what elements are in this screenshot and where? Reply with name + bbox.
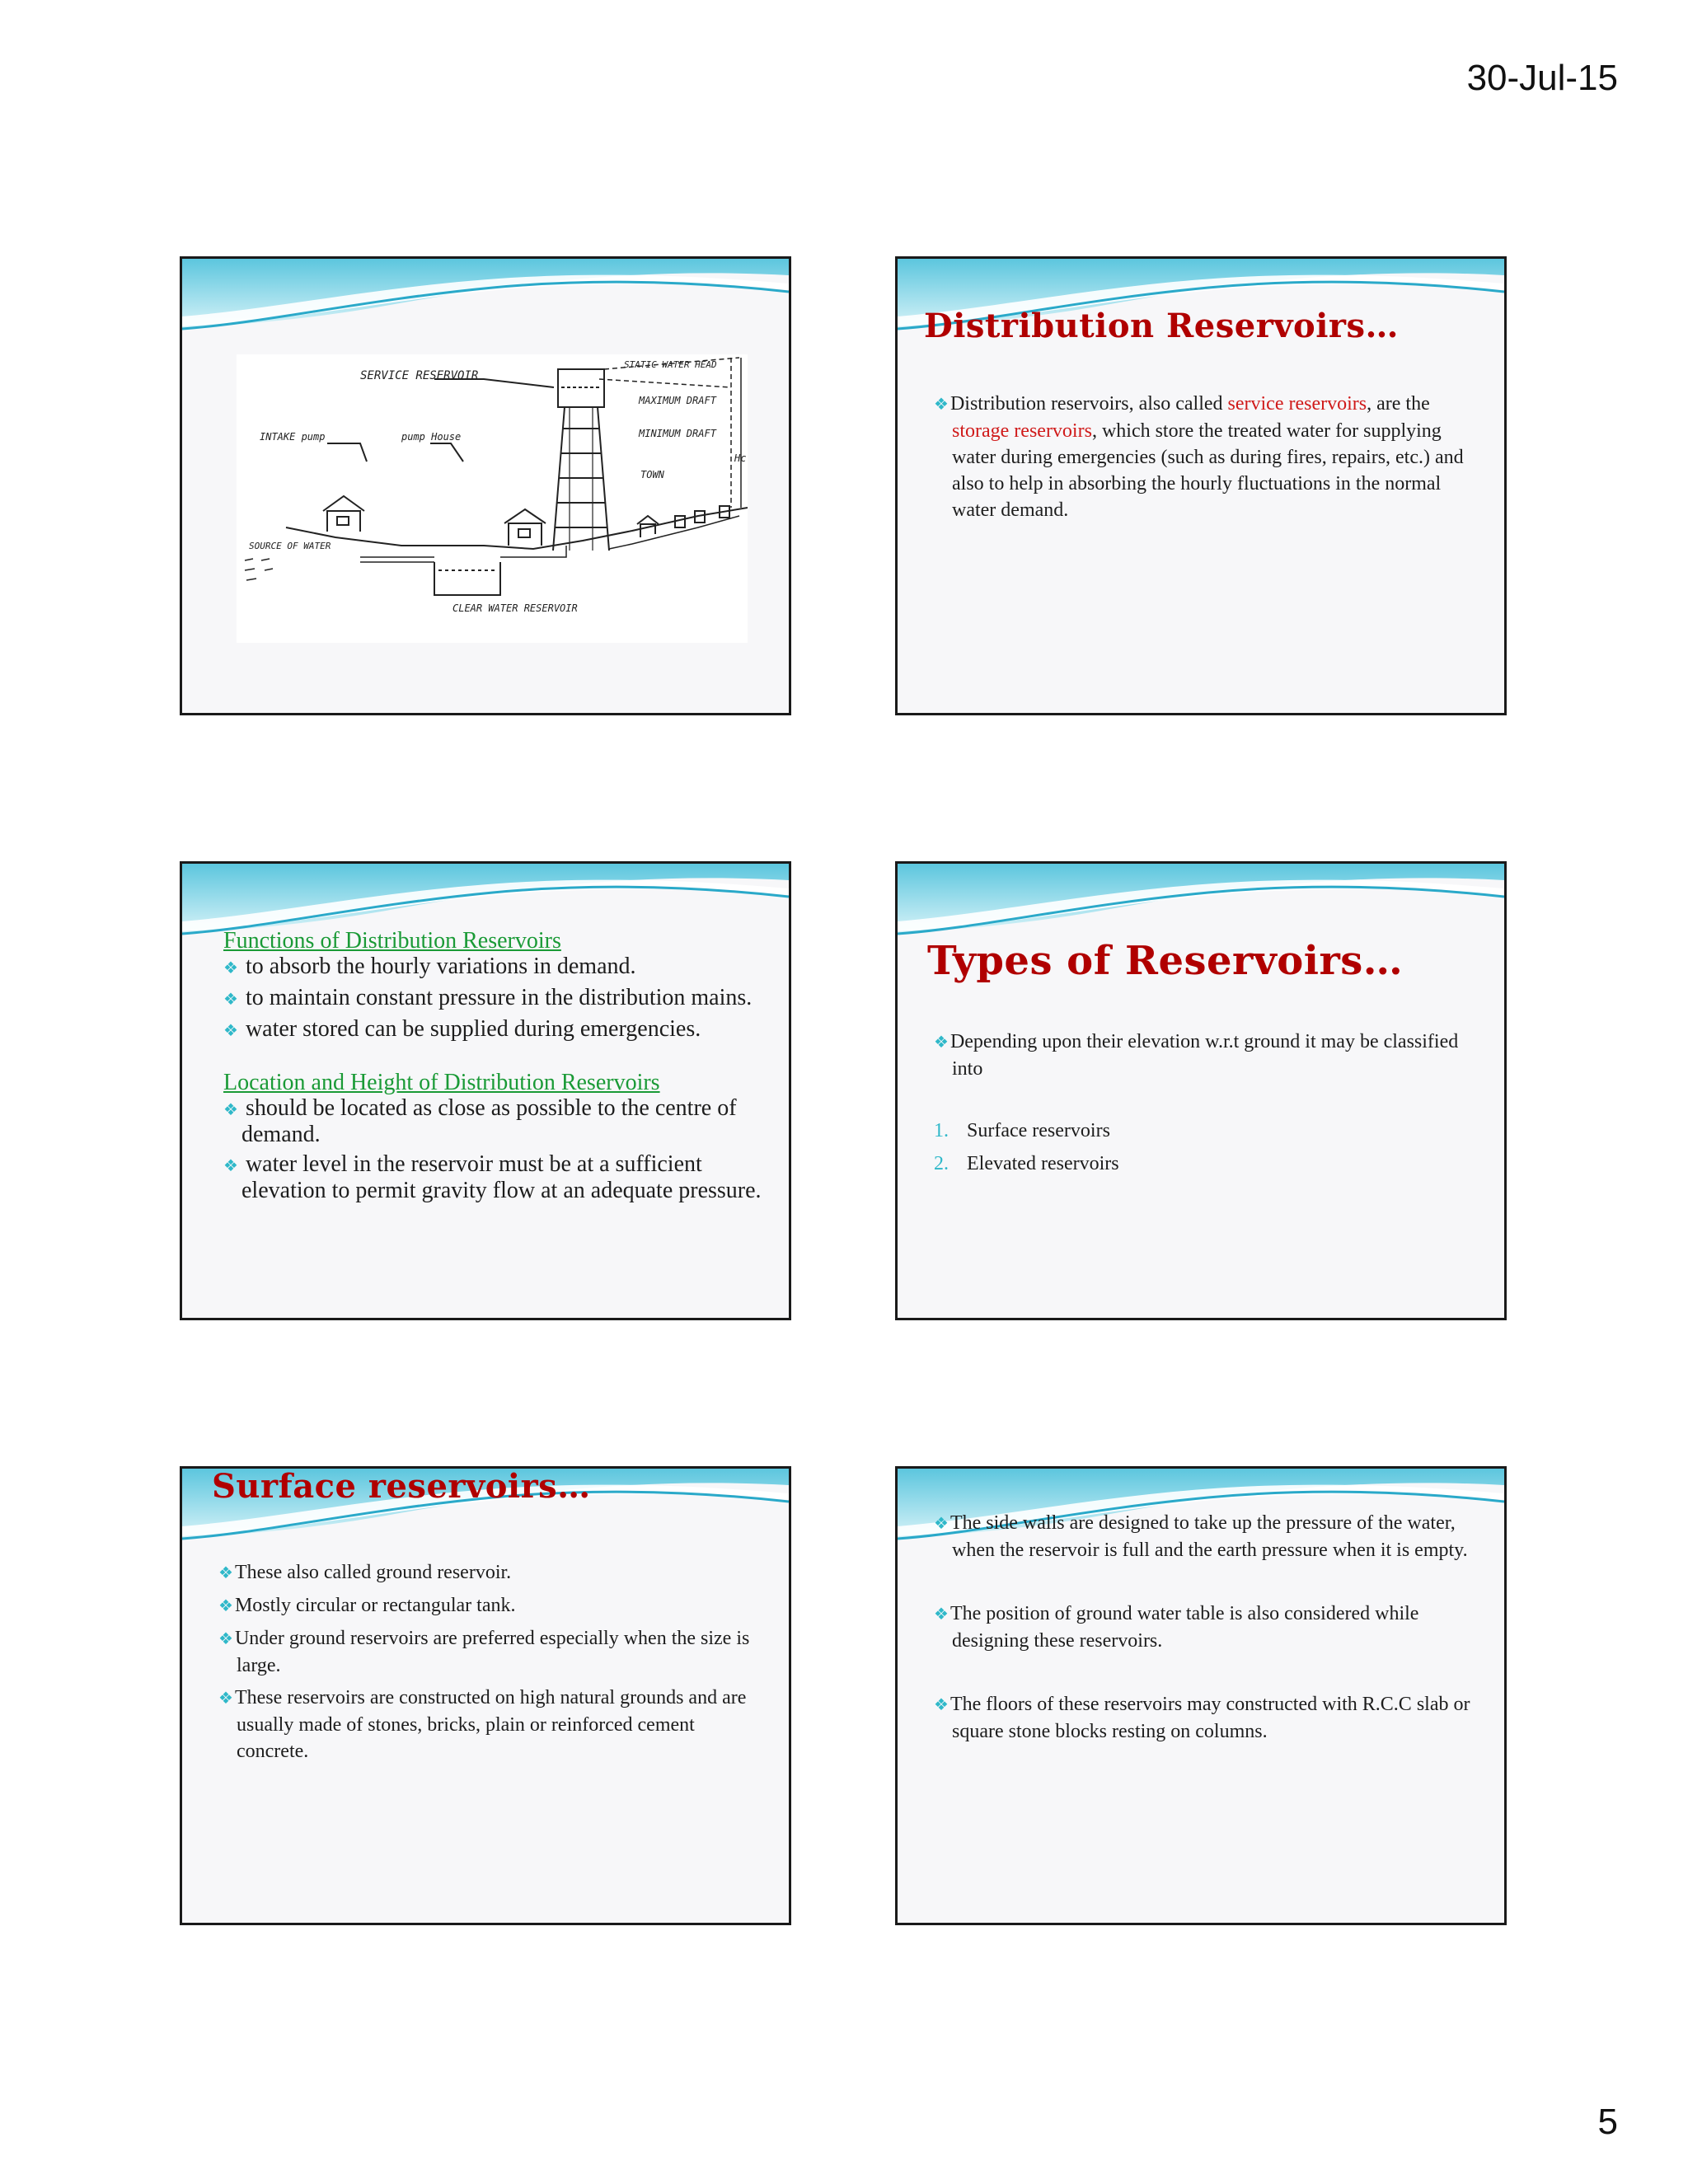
label-intake-pump: INTAKE pump <box>260 431 326 443</box>
page-number: 5 <box>1597 2102 1618 2142</box>
slide-surface-reservoirs <box>180 1466 791 1925</box>
diamond-bullet-icon: ❖ <box>934 1605 949 1624</box>
section-heading-functions: Functions of Distribution Reservoirs <box>223 928 561 954</box>
page-date: 30-Jul-15 <box>1466 58 1618 98</box>
diamond-bullet-icon: ❖ <box>223 959 238 977</box>
list-item: ❖ to maintain constant pressure in the distribution mains. <box>223 985 753 1010</box>
section-heading-location: Location and Height of Distribution Reservoirs <box>223 1070 660 1095</box>
slide-title: Surface reservoirs… <box>212 1467 591 1506</box>
slide-title: Types of Reservoirs… <box>927 938 1404 984</box>
label-hc: Hc <box>734 452 747 464</box>
list-item: ❖ should be located as close as possible to the centre of demand. <box>223 1095 737 1147</box>
label-pump-house: pump House <box>401 431 462 443</box>
list-item: 2. Elevated reservoirs <box>934 1153 1119 1174</box>
slide-title: Distribution Reservoirs… <box>924 307 1400 345</box>
sketch-drawing <box>237 354 748 643</box>
slide-reservoir-diagram <box>180 256 791 715</box>
list-item: ❖The position of ground water table is also considered while designing these reservoirs. <box>934 1603 1419 1652</box>
list-item: ❖The side walls are designed to take up the pressure of the water, when the reservoir is full and the earth pressure when it is empty. <box>934 1512 1468 1561</box>
slide-surface-reservoirs-design <box>895 1466 1507 1925</box>
list-item: ❖Under ground reservoirs are preferred especially when the size is large. <box>218 1628 750 1676</box>
diamond-bullet-icon: ❖ <box>218 1564 233 1582</box>
slide-body <box>218 1559 762 1770</box>
list-item: ❖Mostly circular or rectangular tank. <box>218 1595 516 1616</box>
numbered-list <box>934 1114 1478 1180</box>
list-item: ❖These reservoirs are constructed on high natural grounds and are usually made of stones, bricks, plain or reinforced cement concrete. <box>218 1687 747 1762</box>
slide-body <box>934 1510 1478 1782</box>
list-item: ❖These also called ground reservoir. <box>218 1562 512 1583</box>
diamond-bullet-icon: ❖ <box>934 1033 949 1052</box>
slide-types-of-reservoirs <box>895 861 1507 1320</box>
label-minimum-draft: MINIMUM DRAFT <box>639 428 716 439</box>
diamond-bullet-icon: ❖ <box>934 1515 949 1533</box>
label-town: TOWN <box>640 469 664 480</box>
label-service-reservoir: SERVICE RESERVOIR <box>360 369 479 382</box>
list-item: ❖Depending upon their elevation w.r.t ground it may be classified into <box>934 1031 1459 1080</box>
label-clear-water-reservoir: CLEAR WATER RESERVOIR <box>452 602 578 614</box>
diamond-bullet-icon: ❖ <box>223 1101 238 1119</box>
diamond-bullet-icon: ❖ <box>223 1022 238 1040</box>
diamond-bullet-icon: ❖ <box>218 1597 233 1615</box>
list-item: ❖ water level in the reservoir must be at a sufficient elevation to permit gravity flow at an adequate pressure. <box>223 1151 762 1203</box>
slide-body <box>934 1029 1478 1082</box>
list-item: 1. Surface reservoirs <box>934 1120 1110 1141</box>
slide-functions-location <box>180 861 791 1320</box>
slide-body <box>223 928 767 1208</box>
list-item: ❖The floors of these reservoirs may constructed with R.C.C slab or square stone blocks resting on columns. <box>934 1694 1470 1742</box>
label-source-of-water: SOURCE OF WATER <box>249 541 331 551</box>
diamond-bullet-icon: ❖ <box>218 1630 233 1648</box>
diamond-bullet-icon: ❖ <box>934 1696 949 1714</box>
diamond-bullet-icon: ❖ <box>223 1157 238 1175</box>
slide-distribution-reservoirs <box>895 256 1507 715</box>
diamond-bullet-icon: ❖ <box>223 991 238 1009</box>
list-item: ❖Distribution reservoirs, also called service reservoirs, are the storage reservoirs, which store the treated water for supplying water during emergencies (such as during fires, repairs, etc.) and also to help in absorbing the hourly fluctuations in the normal water demand. <box>934 393 1464 521</box>
list-item: ❖ to absorb the hourly variations in demand. <box>223 954 636 979</box>
slide-header-wave <box>182 259 789 349</box>
water-supply-sketch <box>237 354 748 643</box>
diamond-bullet-icon: ❖ <box>218 1690 233 1708</box>
list-item: ❖ water stored can be supplied during emergencies. <box>223 1016 701 1042</box>
slide-body <box>934 391 1478 523</box>
diamond-bullet-icon: ❖ <box>934 396 949 414</box>
label-static-water-head: STATIC WATER HEAD <box>624 359 717 370</box>
label-maximum-draft: MAXIMUM DRAFT <box>639 395 716 406</box>
